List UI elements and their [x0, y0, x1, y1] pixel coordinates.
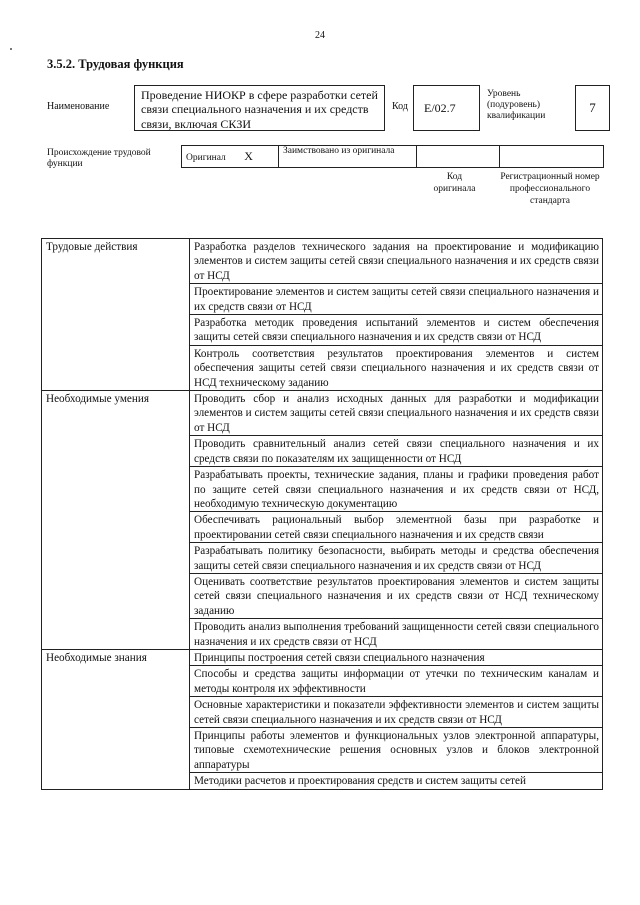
origin-original-cell [182, 146, 279, 168]
skill-item: Оценивать соответствие результатов проектирования элементов и систем защиты сетей связи специального назначения и их средств связи от НСД техническому заданию [190, 573, 603, 618]
knowledge-item: Методики расчетов и проектирования средств и систем защиты сетей [190, 773, 603, 789]
knowledge-item: Основные характеристики и показатели эффективности элементов и систем защиты сетей связи специального назначения и их средств связи от НСД [190, 697, 603, 728]
code-label: Код [392, 101, 408, 112]
origin-reg-number-cell [500, 146, 604, 168]
category-cell: Трудовые действия [42, 239, 190, 391]
labor-action-item: Разработка разделов технического задания на проектирование и модификацию элементов и систем защиты сетей связи специального назначения и их средств связи от НСД [190, 239, 603, 284]
skill-item: Проводить сравнительный анализ сетей связи специального назначения и их средств связи по показателям их защищенности от НСД [190, 436, 603, 467]
knowledge-item: Способы и средства защиты информации от утечки по техническим каналам и методы контроля их эффективности [190, 666, 603, 697]
category-cell: Необходимые знания [42, 649, 190, 789]
function-details-table [41, 238, 603, 790]
page-number: 24 [315, 30, 325, 41]
knowledge-item: Принципы работы элементов и функциональных узлов электронной аппаратуры, типовые схемотехнические решения основных узлов и блоков электронной аппаратуры [190, 728, 603, 773]
function-name-value: Проведение НИОКР в сфере разработки сетей связи специального назначения и их средств связи, включая СКЗИ [134, 85, 385, 131]
table-row [42, 391, 603, 436]
origin-table [181, 145, 604, 168]
qualification-level-value: 7 [575, 85, 610, 131]
knowledge-item: Принципы построения сетей связи специального назначения [190, 649, 603, 665]
original-mark: X [244, 149, 253, 163]
labor-action-item: Проектирование элементов и систем защиты сетей связи специального назначения и их средств связи от НСД [190, 284, 603, 315]
code-original-caption: Код оригинала [433, 172, 476, 194]
skill-item: Проводить сбор и анализ исходных данных для разработки и модификации элементов и систем защиты сетей связи специального назначения и их средств связи от НСД [190, 391, 603, 436]
labor-action-item: Контроль соответствия результатов проектирования элементов и систем обеспечения защиты сетей связи специального назначения и их средств связи от НСД техническому заданию [190, 345, 603, 390]
skill-item: Обеспечивать рациональный выбор элементной базы при разработке и проектировании сетей связи специального назначения и их средств связи [190, 512, 603, 543]
section-title: 3.5.2. Трудовая функция [47, 57, 184, 71]
category-cell: Необходимые умения [42, 391, 190, 650]
labor-action-item: Разработка методик проведения испытаний элементов и систем обеспечения защиты сетей связи специального назначения и их средств связи от НСД [190, 315, 603, 346]
origin-label: Происхождение трудовой функции [47, 148, 151, 169]
reg-number-caption: Регистрационный номер профессионального стандарта [500, 172, 600, 206]
table-row [42, 239, 603, 284]
function-code-value: E/02.7 [413, 85, 480, 131]
level-label: Уровень (подуровень) квалификации [487, 89, 546, 121]
original-label: Оригинал [186, 153, 226, 163]
origin-code-cell [417, 146, 500, 168]
scan-dot [10, 48, 12, 50]
skill-item: Разрабатывать проекты, технические задания, планы и графики проведения работ по защите сетей связи специального назначения и их средств связи от НСД, необходимую техническую документацию [190, 467, 603, 512]
table-row [42, 649, 603, 665]
skill-item: Разрабатывать политику безопасности, выбирать методы и средства обеспечения защиты сетей связи специального назначения и их средств связи от НСД [190, 543, 603, 574]
name-label: Наименование [47, 101, 110, 112]
borrowed-label: Заимствовано из оригинала [279, 146, 417, 168]
skill-item: Проводить анализ выполнения требований защищенности сетей связи специального назначения и их средств связи от НСД [190, 619, 603, 650]
